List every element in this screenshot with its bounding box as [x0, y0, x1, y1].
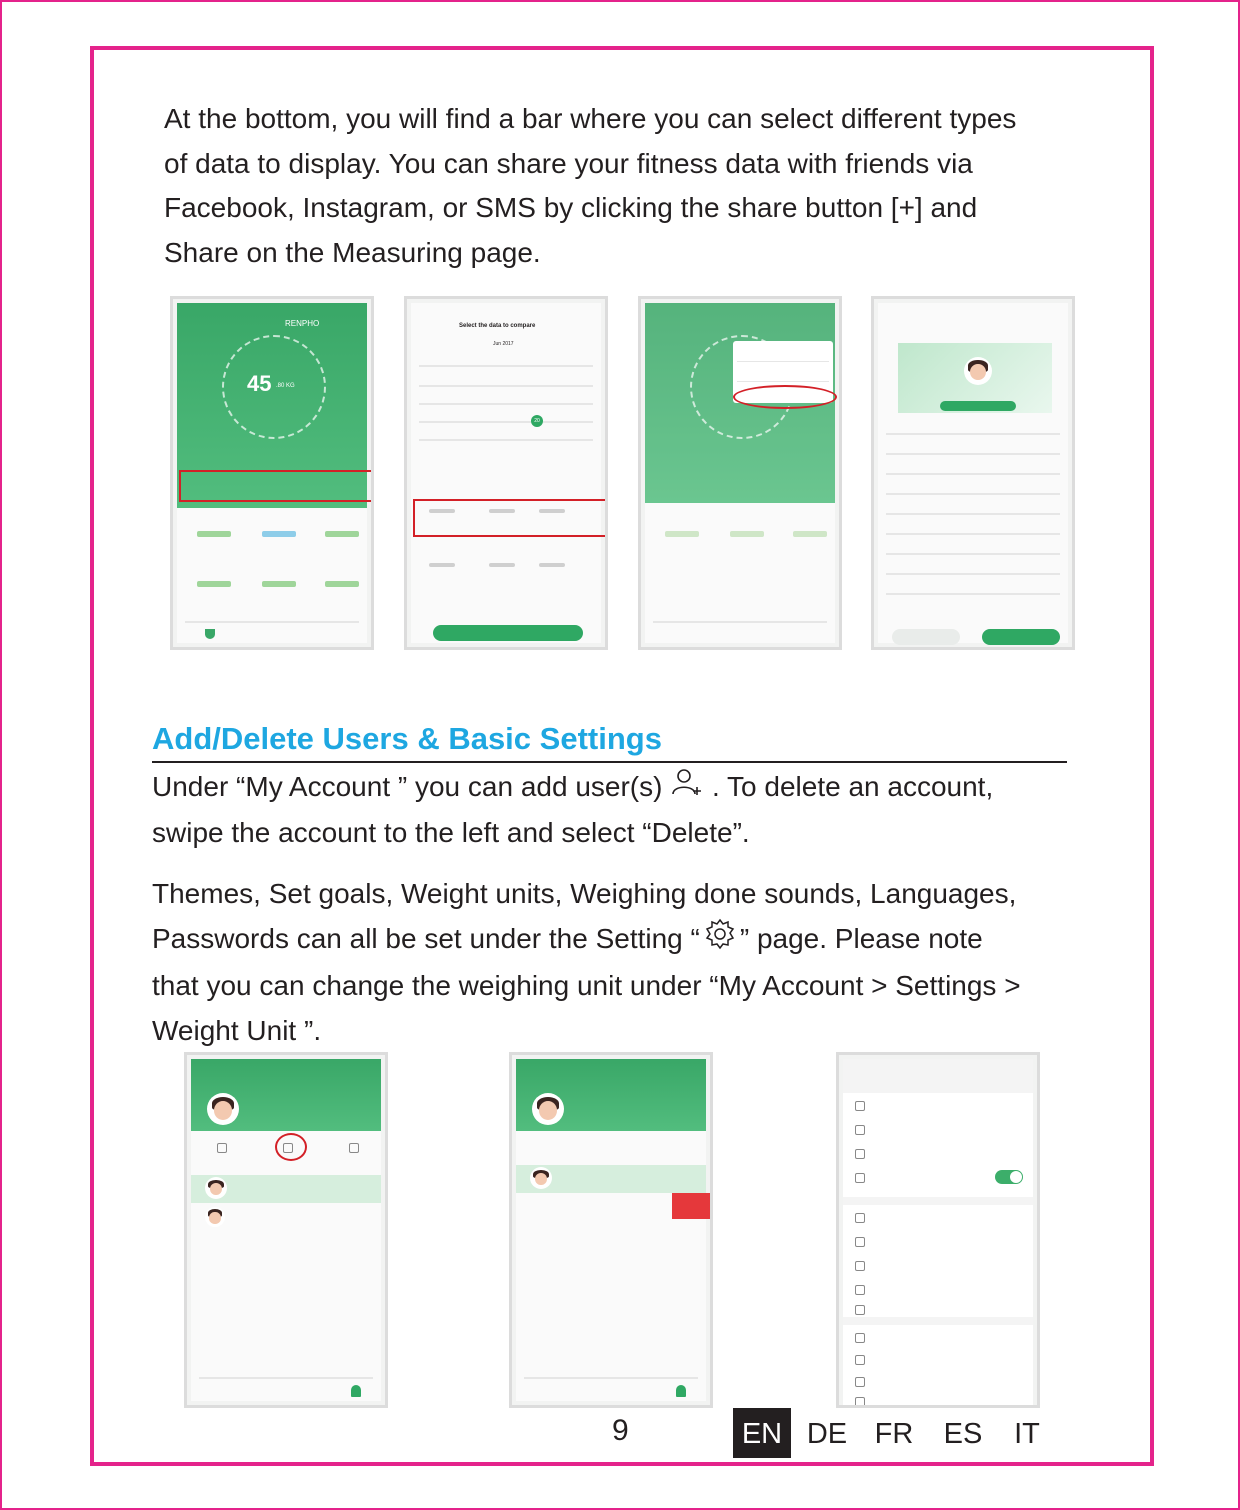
tab-bar-divider: [524, 1377, 698, 1379]
settings-paragraph: [152, 872, 1112, 1053]
menu-item-divider: [737, 381, 829, 382]
screenshot-share-page: [871, 296, 1075, 650]
data-value: [489, 563, 515, 567]
lang-it[interactable]: IT: [1014, 1418, 1040, 1450]
data-value: [197, 531, 231, 537]
screenshot-compare: [404, 296, 608, 650]
lang-es[interactable]: ES: [943, 1418, 983, 1450]
password-icon: [855, 1305, 865, 1315]
calendar-week: [419, 403, 593, 405]
calendar-week: [419, 365, 593, 367]
screenshot-share-menu: [638, 296, 842, 650]
intro-line: Share on the Measuring page.: [164, 236, 541, 268]
highlight-box: [179, 470, 374, 502]
users-paragraph: [152, 765, 1112, 855]
highlight-circle: [733, 385, 837, 409]
alarm-icon: [855, 1285, 865, 1295]
highlight-box: [413, 499, 608, 537]
lang-fr[interactable]: FR: [874, 1418, 914, 1450]
screenshot-measuring: [170, 296, 374, 650]
data-value: [539, 509, 565, 513]
screenshot-my-account: [184, 1052, 388, 1408]
user-pill: [940, 401, 1016, 411]
data-value: [730, 531, 764, 537]
intro-line: At the bottom, you will find a bar where you can select different types: [164, 103, 1017, 134]
weighing-sound-toggle[interactable]: [995, 1170, 1023, 1184]
settings-text: Passwords can all be set under the Setting “: [152, 922, 700, 954]
delete-button[interactable]: [672, 1193, 710, 1219]
data-value: [665, 531, 699, 537]
fitbit-icon: [855, 1237, 865, 1247]
weight-unit: .80 KG: [276, 383, 295, 389]
list-row: [886, 453, 1060, 455]
tab-bar-divider: [199, 1377, 373, 1379]
users-text: . To delete an account,: [704, 771, 994, 802]
guide-icon: [855, 1333, 865, 1343]
data-value: [793, 531, 827, 537]
feedback-icon: [855, 1377, 865, 1387]
list-row: [886, 553, 1060, 555]
about-icon: [855, 1397, 865, 1407]
screenshot-delete-user: [509, 1052, 713, 1408]
weight-value: 45: [247, 371, 272, 396]
avatar: [532, 1093, 564, 1125]
apple-health-icon: [855, 1213, 865, 1223]
calendar-week: [419, 385, 593, 387]
users-line: swipe the account to the left and select “Delete”.: [152, 816, 750, 848]
data-value: [539, 563, 565, 567]
avatar: [205, 1207, 225, 1227]
selected-day[interactable]: 20: [531, 415, 543, 427]
messages-tab-icon[interactable]: [349, 1143, 359, 1153]
menu-item-divider: [737, 361, 829, 362]
settings-group: [843, 1093, 1033, 1197]
tab-bar-divider: [653, 621, 827, 623]
list-row: [886, 573, 1060, 575]
heading-underline: [152, 761, 1067, 763]
lang-de[interactable]: DE: [806, 1418, 848, 1450]
screenshot-settings: [836, 1052, 1040, 1408]
list-row: [886, 513, 1060, 515]
list-row: [886, 433, 1060, 435]
language-icon: [855, 1355, 865, 1365]
compare-title: Select the data to compare: [459, 323, 536, 329]
data-value: [262, 581, 296, 587]
list-row: [886, 473, 1060, 475]
add-user-icon: [670, 766, 704, 811]
weight-unit-icon: [855, 1149, 865, 1159]
list-row: [886, 493, 1060, 495]
themes-icon: [855, 1101, 865, 1111]
calendar-week: [419, 439, 593, 441]
settings-line: [152, 917, 1112, 965]
data-value: [429, 563, 455, 567]
avatar: [205, 1177, 227, 1199]
avatar: [964, 357, 992, 385]
settings-line: that you can change the weighing unit under “My Account > Settings >: [152, 970, 1021, 1001]
share-button[interactable]: [982, 629, 1060, 645]
data-value: [262, 531, 296, 537]
sound-icon: [855, 1173, 865, 1183]
cancel-button[interactable]: [892, 629, 960, 645]
section-heading: Add/Delete Users & Basic Settings: [152, 721, 662, 756]
goal-icon: [855, 1125, 865, 1135]
users-line: [152, 765, 1112, 811]
history-tab-icon[interactable]: [217, 1143, 227, 1153]
settings-group: [843, 1325, 1033, 1405]
intro-line: of data to display. You can share your fitness data with friends via: [164, 147, 973, 179]
account-tab-icon[interactable]: [351, 1385, 361, 1397]
highlight-circle: [275, 1133, 307, 1161]
intro-paragraph: [164, 97, 1124, 275]
brand-label: RENPHO: [285, 319, 320, 328]
data-value: [429, 509, 455, 513]
list-row: [886, 593, 1060, 595]
accessories-icon: [855, 1261, 865, 1271]
data-value: [325, 581, 359, 587]
intro-line: Facebook, Instagram, or SMS by clicking the share button [+] and: [164, 192, 978, 223]
calendar-week: [419, 421, 593, 423]
gauge-ring: [222, 335, 326, 439]
calendar-month: Jun 2017: [493, 341, 514, 347]
compare-button[interactable]: [433, 625, 583, 641]
page-number: 9: [612, 1414, 629, 1447]
data-value: [197, 581, 231, 587]
users-text: Under “My Account ” you can add user(s): [152, 771, 671, 802]
measuring-tab-icon[interactable]: [205, 629, 215, 639]
lang-en[interactable]: EN: [733, 1408, 791, 1458]
avatar: [530, 1167, 552, 1189]
settings-text: ” page. Please note: [739, 922, 983, 954]
settings-line: Weight Unit ”.: [152, 1014, 322, 1046]
data-value: [325, 531, 359, 537]
avatar: [207, 1093, 239, 1125]
gear-icon: [700, 917, 740, 965]
settings-group: [843, 1205, 1033, 1317]
list-row: [886, 533, 1060, 535]
settings-line: Themes, Set goals, Weight units, Weighing done sounds, Languages,: [152, 878, 1017, 909]
account-tab-icon[interactable]: [676, 1385, 686, 1397]
tab-bar-divider: [185, 621, 359, 623]
data-value: [489, 509, 515, 513]
